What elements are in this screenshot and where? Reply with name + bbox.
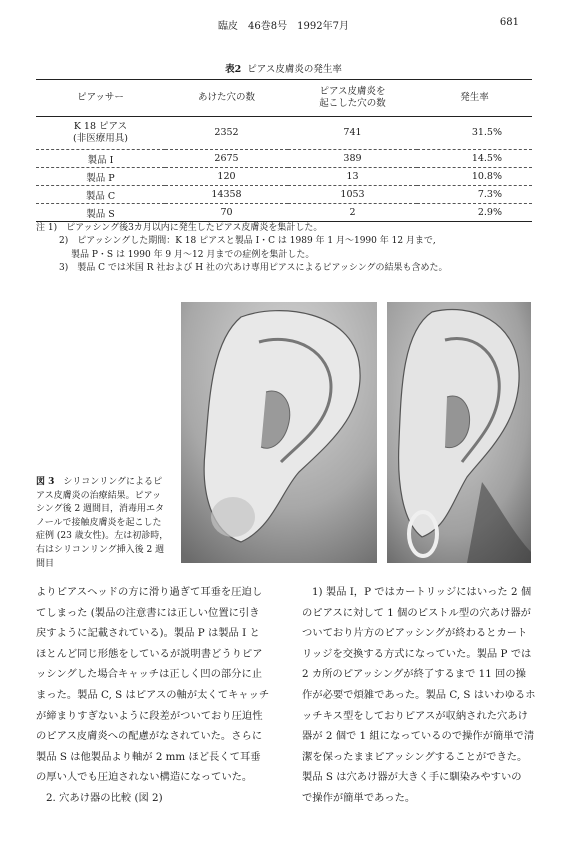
body-line: の厚い人でも圧迫されない構造になっていた。 [36, 771, 253, 784]
figure-caption-line: 右はシリコンリング挿入後 2 週 [36, 544, 165, 555]
cell-rate: 10.8% [417, 168, 532, 186]
figure-caption-line: アス皮膚炎の治療結果。ピアッ [36, 490, 162, 501]
cell-rate: 2.9% [417, 204, 532, 222]
table-header-row [36, 80, 532, 117]
body-line: が締まりすぎないように段差がついており圧迫性 [36, 709, 263, 722]
figure-caption [36, 476, 176, 571]
body-line: よりピアスヘッドの方に滑り過ぎて耳垂を圧迫し [36, 586, 263, 598]
table-note: 2) ピアッシングした期間：K 18 ピアスと製品 I・C は 1989 年 1 月〜1990 年 12 月まで, [59, 236, 436, 247]
table-note: 製品 P・S は 1990 年 9 月〜12 月までの症例を集計した。 [71, 249, 315, 260]
table-row [36, 117, 532, 150]
body-line: 製品 S は他製品より軸が 2 mm ほど長くて耳垂 [36, 750, 261, 763]
table-note: 3) 製品 C では米国 R 社および H 社の穴あけ専用ピアスによるピアッシングの結果も含めた。 [59, 263, 448, 274]
body-line: 製品 S は穴あけ器が大きく手に馴染みやすいの [302, 771, 522, 784]
cell-rate: 31.5% [417, 117, 532, 150]
cell-dermatitis-holes: 1053 [288, 186, 417, 204]
figure-caption-line: ノールで接触皮膚炎を起こした [36, 517, 162, 528]
table-caption [0, 61, 567, 75]
body-line: 1) 製品 I，P ではカートリッジにはいった 2 個 [312, 586, 532, 598]
cell-holes: 120 [165, 168, 288, 186]
cell-holes: 14358 [165, 186, 288, 204]
figure-caption-line: 症例 (23 歳女性)。左は初診時， [36, 531, 169, 542]
cell-holes: 2675 [165, 150, 288, 168]
journal-citation: 臨皮 46巻8号 1992年7月 [218, 21, 349, 32]
table-title: ピアス皮膚炎の発生率 [247, 64, 342, 75]
cell-dermatitis-holes: 2 [288, 204, 417, 222]
running-header [0, 17, 567, 33]
cell-piercer: 製品 C [36, 186, 165, 204]
ear-photo-initial-visit [181, 302, 377, 563]
body-line: ほとんど同じ形態をしているが説明書どうりピア [36, 647, 263, 660]
column-header-rate: 発生率 [417, 80, 532, 117]
incidence-table [36, 79, 532, 222]
table-notes [36, 222, 536, 276]
cell-piercer: 製品 P [36, 168, 165, 186]
cell-holes: 2352 [165, 117, 288, 150]
body-line: まった。製品 C, S はピアスの軸が太くてキャッチ [36, 688, 270, 701]
figure-caption-text: シリコンリングによるピ [63, 477, 163, 487]
body-line: のピアス皮膚炎への配慮がなされていた。さらに [36, 730, 263, 743]
figure-label: 図 3 [36, 477, 55, 487]
body-line: のピアスに対して 1 個のピストル型の穴あけ器が [302, 606, 531, 619]
body-line: ッシングした場合キャッチは正しく凹の部分に止 [36, 668, 263, 681]
cell-holes: 70 [165, 204, 288, 222]
ear-photo-after-silicone-ring [387, 302, 531, 563]
cell-dermatitis-holes: 13 [288, 168, 417, 186]
body-line: 2 カ所のピアッシングが終了するまで 11 回の操 [302, 668, 526, 681]
table-label: 表2 [225, 64, 242, 75]
column-header-dermatitis-line: ピアス皮膚炎を [319, 86, 386, 98]
column-header-piercer: ピアッサー [36, 80, 165, 117]
cell-dermatitis-holes: 741 [288, 117, 417, 150]
cell-piercer: K 18 ピアス (非医療用具) [36, 117, 165, 150]
body-line: で操作が簡単であった。 [302, 791, 416, 804]
body-line: てしまった (製品の注意書には正しい位置に引き [36, 606, 260, 619]
column-header-holes: あけた穴の数 [165, 80, 288, 117]
table-row [36, 204, 532, 222]
figure-caption-line: 間目 [36, 558, 55, 569]
body-line: 潔を保ったままピアッシングすることができた。 [302, 750, 528, 763]
cell-piercer: 製品 S [36, 204, 165, 222]
figure-caption-line: シング後 2 週間目，消毒用エタ [36, 504, 165, 515]
body-line: 器が 2 個で 1 組になっているので操作が簡単で清 [302, 730, 535, 743]
ear-photo-right-graphic [387, 302, 531, 563]
cell-piercer: 製品 I [36, 150, 165, 168]
table-body [36, 117, 532, 222]
body-line: 戻すように記載されている)。製品 P は製品 I と [36, 627, 260, 640]
table-row [36, 150, 532, 168]
cell-rate: 7.3% [417, 186, 532, 204]
body-line: ついており片方のピアッシングが終わるとカート [302, 627, 528, 640]
body-line: リッジを交換する方式になっていた。製品 P では [302, 647, 532, 660]
table-note: 注 1) ピアッシング後3カ月以内に発生したピアス皮膚炎を集計した。 [36, 223, 323, 233]
table-row [36, 168, 532, 186]
table-row [36, 186, 532, 204]
body-column-right [302, 582, 534, 809]
page-number: 681 [499, 17, 519, 28]
body-line: 作が必要で煩雑であった。製品 C, S はいわゆるホ [302, 688, 536, 701]
cell-rate: 14.5% [417, 150, 532, 168]
column-header-dermatitis-holes [288, 80, 417, 117]
column-header-dermatitis-line: 起こした穴の数 [319, 98, 386, 109]
body-column-left [36, 582, 284, 809]
figure-caption-line [36, 476, 176, 490]
section-heading: 2. 穴あけ器の比較 (図 2) [46, 791, 163, 804]
cell-dermatitis-holes: 389 [288, 150, 417, 168]
ear-photo-left-graphic [181, 302, 377, 563]
body-line: ッチキス型をしておりピアスが収納された穴あけ [302, 709, 528, 722]
